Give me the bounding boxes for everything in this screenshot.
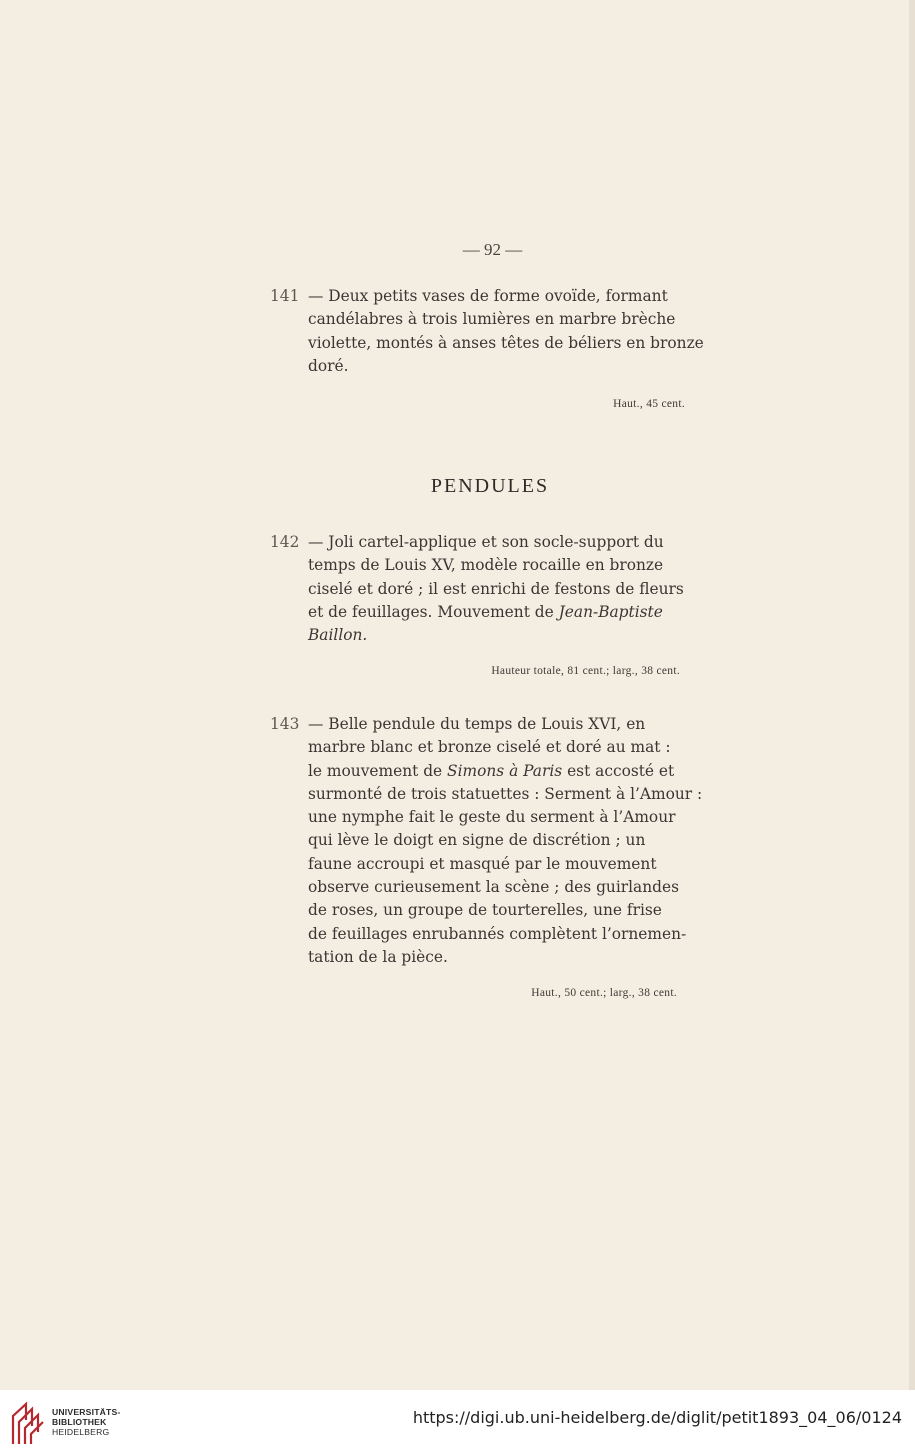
library-name-line: UNIVERSITÄTS-: [52, 1407, 121, 1417]
entry-141-text: [270, 285, 706, 378]
entry-line: de roses, un groupe de tourterelles, une frise: [308, 901, 662, 920]
entry-143-text: [270, 713, 706, 969]
entry-141-dimensions: Haut., 45 cent.: [613, 398, 685, 410]
page-edge: [909, 0, 915, 1390]
entry-142-dimensions: Hauteur totale, 81 cent.; larg., 38 cent.: [491, 665, 680, 677]
entry-line: surmonté de trois statuettes : Serment à l’Amour :: [308, 784, 703, 803]
entry-line: [270, 762, 674, 780]
entry-number: 141: [270, 287, 300, 305]
entry-line: observe curieusement la scène ; des guirlandes: [308, 878, 679, 897]
entry-line: faune accroupi et masqué par le mouvement: [308, 854, 657, 873]
entry-line: — Deux petits vases de forme ovoïde, formant: [308, 287, 668, 305]
entry-maker-name: Simons à Paris: [447, 761, 563, 780]
entry-line: une nymphe fait le geste du serment à l’Amour: [308, 808, 676, 827]
library-name: [52, 1407, 121, 1437]
entry-line: tation de la pièce.: [308, 947, 448, 966]
entry-line: temps de Louis XV, modèle rocaille en bronze: [308, 556, 664, 575]
permalink-url[interactable]: https://digi.ub.uni-heidelberg.de/diglit/petit1893_04_06/0124: [412, 1408, 902, 1427]
entry-line-part: et de feuillages. Mouvement de: [308, 602, 559, 621]
section-title: PENDULES: [430, 475, 550, 497]
entry-line: qui lève le doigt en signe de discrétion ; un: [308, 831, 646, 850]
entry-line: — Belle pendule du temps de Louis XVI, en: [308, 715, 646, 733]
entry-142-text: [270, 531, 706, 647]
heidelberg-library-logo-icon[interactable]: [10, 1400, 46, 1446]
library-name-line: HEIDELBERG: [52, 1427, 110, 1437]
entry-maker-name: Jean-Baptiste: [558, 602, 663, 621]
catalog-entry-141: [270, 285, 706, 378]
entry-line: ciselé et doré ; il est enrichi de festons de fleurs: [308, 579, 684, 598]
entry-143-dimensions: Haut., 50 cent.; larg., 38 cent.: [531, 987, 677, 999]
catalog-entry-142: [270, 531, 706, 647]
entry-line: [270, 626, 367, 644]
entry-maker-name-cont: Baillon.: [308, 626, 368, 645]
entry-number: 143: [270, 715, 300, 733]
entry-line: doré.: [308, 356, 349, 375]
entry-line-part: est accosté et: [562, 761, 675, 780]
entry-line-part: le mouvement de: [308, 761, 448, 780]
entry-line: de feuillages enrubannés complètent l’ornemen-: [308, 924, 687, 943]
entry-line: marbre blanc et bronze ciselé et doré au mat :: [308, 738, 671, 757]
page-number: — 92 —: [462, 240, 523, 259]
catalog-entry-143: [270, 713, 706, 969]
entry-line: — Joli cartel-applique et son socle-support du: [308, 533, 664, 551]
entry-number: 142: [270, 533, 300, 551]
entry-line: [270, 603, 663, 621]
entry-line: violette, montés à anses têtes de béliers en bronze: [308, 333, 704, 352]
digitization-footer: [0, 1390, 915, 1456]
library-name-line: BIBLIOTHEK: [52, 1417, 107, 1427]
entry-line: candélabres à trois lumières en marbre brèche: [308, 310, 676, 329]
